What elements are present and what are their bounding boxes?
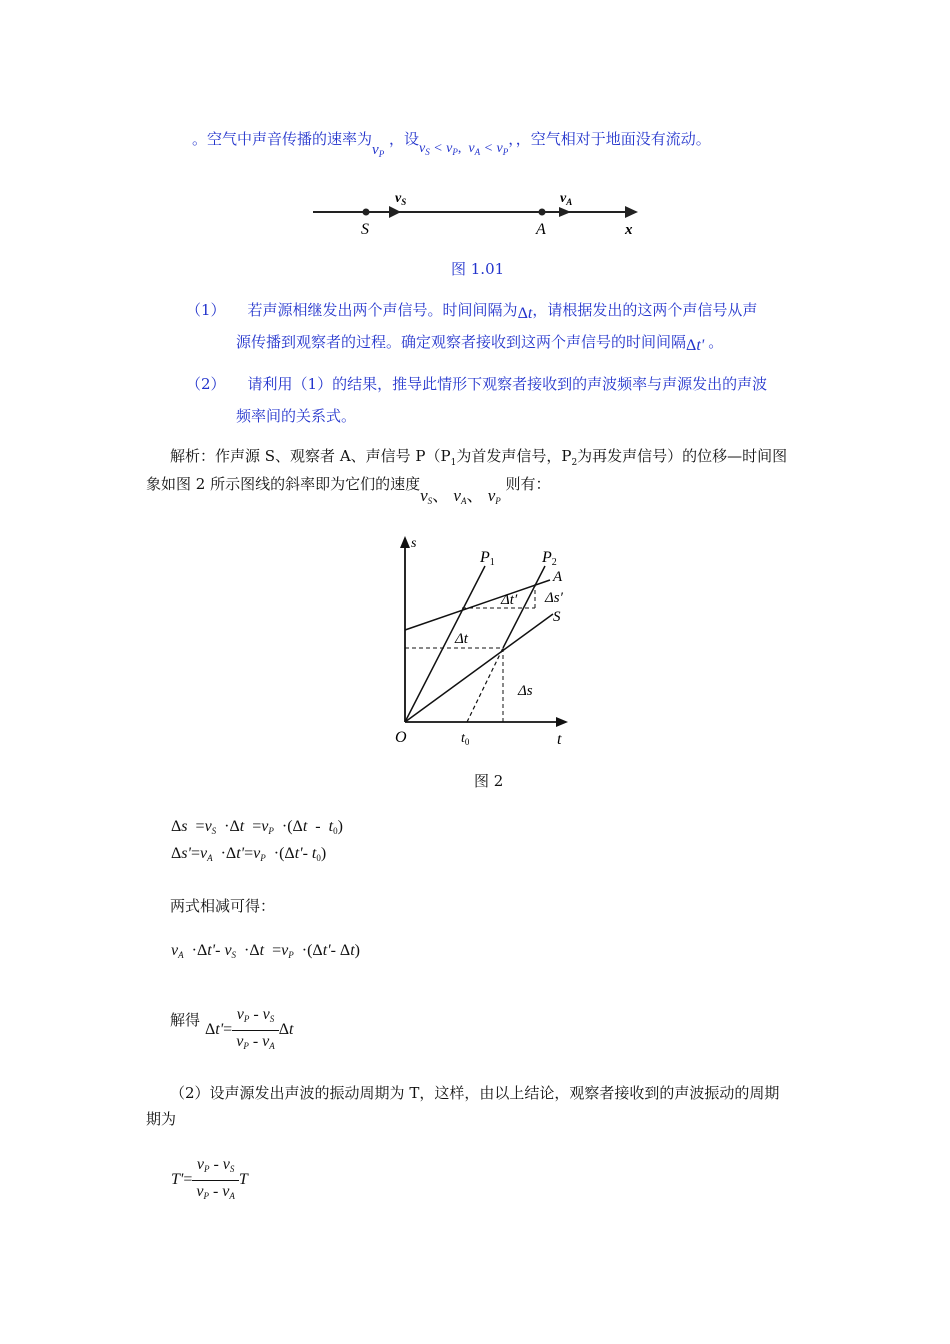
label-delta-t-prime: Δt′	[501, 592, 518, 608]
label-t-axis: t	[557, 731, 562, 748]
part2-line2: 期为	[146, 1110, 177, 1128]
line-a	[405, 580, 550, 630]
intro-text-4: ，空气相对于地面没有流动。	[515, 130, 711, 148]
intro-line	[192, 124, 711, 159]
solve-text: 解得	[170, 1011, 201, 1029]
label-s-axis: s	[411, 536, 417, 551]
equation-3: $v_A \cdot\Delta t'-$ $v_S \cdot\Delta t =v_P \cdot(\Delta t'-$ Δt)	[171, 942, 360, 960]
source-point	[363, 209, 370, 216]
question-2-number: （2）	[186, 375, 226, 393]
figure-1-caption: 图 1.01	[451, 260, 505, 278]
label-origin: O	[395, 729, 407, 746]
subtract-text: 两式相减可得：	[170, 897, 276, 915]
question-1-line1: （1） 若声源相继发出两个声信号。时间间隔为Δt，请根据发出的这两个声信号从声	[186, 301, 758, 322]
question-1-line2: 源传播到观察者的过程。确定观察者接收到这两个声信号的时间间隔Δt' 。	[236, 333, 724, 354]
figure-2-caption: 图 2	[474, 772, 504, 790]
math-inequality: $v_S < v_P$, $v_A < v_P$	[418, 141, 509, 157]
observer-point	[539, 209, 546, 216]
va-arrow	[559, 207, 571, 217]
label-p2: P2	[542, 549, 557, 568]
analysis-line1: 解析：作声源 S、观察者 A、声信号 $P(P_1$为首发声信号，$P_2$为再发声信号）的位移—时间图	[170, 447, 788, 468]
equation-2: $\Delta s'=v_A \cdot\Delta t'=v_P \cdot(\Delta t'-$ $t_0$)	[171, 845, 327, 863]
math-vp: $v_P$	[372, 142, 385, 159]
label-a: A	[536, 221, 546, 238]
intro-text-1: 。空气中声音传播的速率为	[192, 130, 373, 148]
part2-line1: （2）设声源发出声波的振动周期为 T，这样，由以上结论，观察者接收到的声波振动的周期	[170, 1084, 780, 1102]
figure-2-graph	[385, 532, 590, 752]
intro-text-2: ，设	[388, 130, 419, 148]
vs-arrow	[389, 206, 401, 218]
line-p2-dashed	[467, 648, 503, 722]
question-1-number: （1）	[186, 301, 226, 319]
label-delta-s-prime: Δs′	[545, 590, 563, 606]
question-2-line2: 频率间的关系式。	[236, 407, 357, 425]
figure-1-diagram	[305, 182, 650, 242]
label-t0: $t_0$	[461, 731, 470, 747]
equation-4: Δt'= $\frac{v_P - v_S}{v_P - v_A}$ Δt	[205, 1006, 294, 1051]
math-delta-t: Δt	[517, 305, 533, 322]
equation-1: $\Delta s =v_S \cdot\Delta t =v_P \cdot(\Delta t - t_0)$	[171, 818, 343, 836]
label-delta-s: Δs	[518, 683, 533, 699]
x-axis-arrow	[625, 206, 638, 218]
label-vs: $v_S$	[395, 191, 407, 207]
label-x: x	[625, 222, 633, 238]
intro-text-3: ，	[508, 130, 516, 148]
line-s	[405, 614, 553, 722]
question-2-line1: （2） 请利用（1）的结果，推导此情形下观察者接收到的声波频率与声源发出的声波	[186, 375, 768, 393]
label-line-a: A	[553, 569, 563, 585]
equation-5: T'= $\frac{v_P - v_S}{v_P - v_A}$ T	[171, 1156, 248, 1201]
label-delta-t: Δt	[455, 631, 468, 647]
math-delta-t-prime: Δt'	[686, 337, 709, 354]
analysis-line2: 象如图 2 所示图线的斜率即为它们的速度$v_S$、 $v_A$、 $v_P$ 则有：	[146, 475, 551, 506]
label-s: S	[361, 221, 369, 238]
label-line-s: S	[553, 609, 561, 625]
label-va: $v_A$	[560, 191, 573, 207]
math-velocities: $v_S$、 $v_A$、 $v_P$	[420, 486, 501, 506]
line-p1	[405, 566, 485, 722]
label-p1: P1	[480, 549, 495, 568]
